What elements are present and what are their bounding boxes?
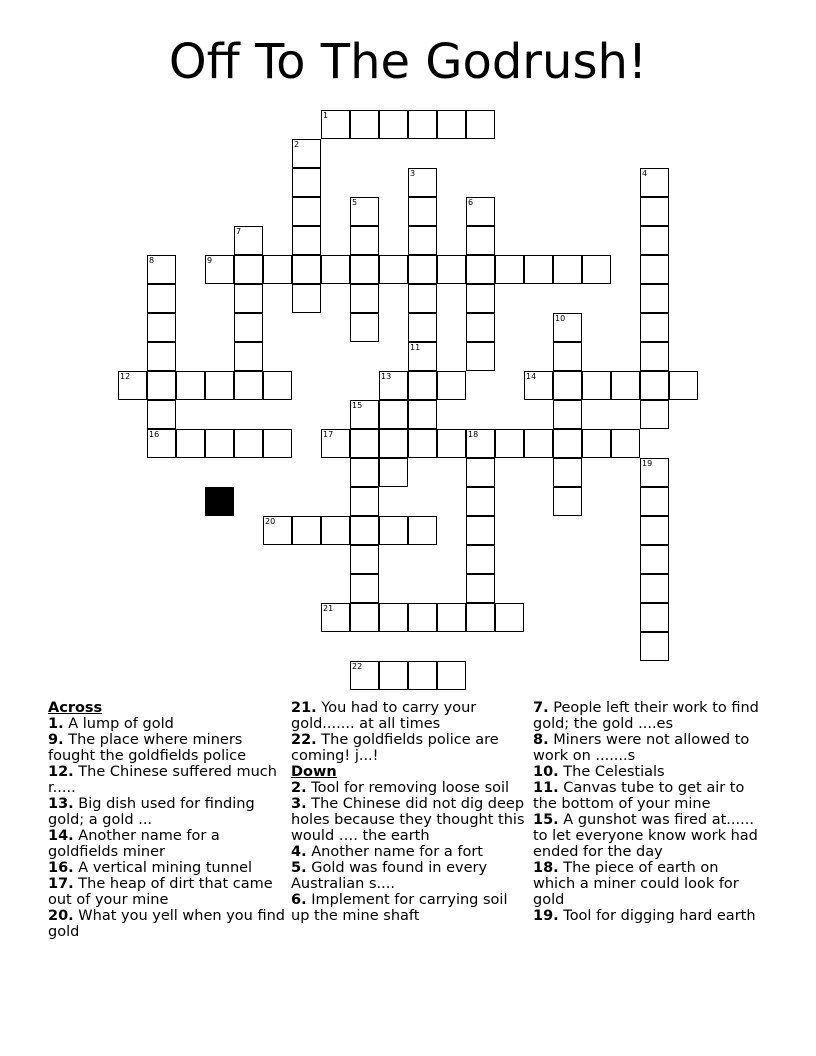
grid-cell[interactable] [321,110,350,139]
clue-text: The Chinese did not dig deep holes because they thought this would …. the earth [291,796,525,844]
grid-cell[interactable] [640,255,669,284]
grid-cell[interactable] [640,632,669,661]
clue-item [48,716,286,732]
grid-cell[interactable] [553,255,582,284]
clue-text: Canvas tube to get air to the bottom of your mine [533,780,745,812]
clue-num: 3. [291,796,307,812]
grid-cell[interactable] [640,574,669,603]
clue-text: A lump of gold [63,716,174,732]
grid-cell[interactable] [263,429,292,458]
grid-cell[interactable] [553,458,582,487]
grid-cell[interactable] [350,284,379,313]
clue-text: The Celestials [558,764,665,780]
grid-cell[interactable] [524,255,553,284]
grid-cell[interactable] [640,168,669,197]
grid-cell[interactable] [379,371,408,400]
grid-cell[interactable] [437,429,466,458]
clue-number: 19 [642,459,653,468]
clue-text: You had to carry your gold....... at all times [291,700,477,732]
clue-number: 22 [352,662,363,671]
clue-num: 19. [533,908,559,924]
clue-column-2 [291,700,526,924]
grid-cell[interactable] [466,458,495,487]
grid-cell[interactable] [350,255,379,284]
clue-text: Gold was found in every Australian s.... [291,860,488,892]
grid-cell[interactable] [582,429,611,458]
clue-num: 8. [533,732,549,748]
clue-item [48,732,286,764]
clue-text: Another name for a goldfields miner [48,828,220,860]
down-heading: Down [291,764,337,780]
grid-cell[interactable] [234,255,263,284]
clue-text: The piece of earth on which a miner could look for gold [533,860,739,908]
clue-number: 9 [207,256,213,265]
clue-text: Miners were not allowed to work on .......s [533,732,750,764]
clue-item [48,876,286,908]
grid-cell[interactable] [147,429,176,458]
clue-num: 22. [291,732,317,748]
grid-cell[interactable] [176,429,205,458]
clue-item [291,844,526,860]
grid-cell[interactable] [350,197,379,226]
grid-cell[interactable] [379,255,408,284]
clue-number: 15 [352,401,363,410]
grid-cell[interactable] [466,516,495,545]
clue-text: A gunshot was fired at...... to let everyone know work had ended for the day [533,812,758,860]
clue-num: 13. [48,796,74,812]
grid-cell[interactable] [350,226,379,255]
grid-cell[interactable] [263,255,292,284]
clue-num: 6. [291,892,307,908]
grid-cell[interactable] [466,545,495,574]
grid-cell[interactable] [234,342,263,371]
clue-text: People left their work to find gold; the gold ....es [533,700,759,732]
clue-num: 16. [48,860,74,876]
grid-cell[interactable] [640,545,669,574]
grid-cell[interactable] [408,516,437,545]
clue-item [533,812,765,860]
grid-cell[interactable] [350,313,379,342]
across-heading: Across [48,700,103,716]
clue-number: 8 [149,256,155,265]
clue-num: 21. [291,700,317,716]
clue-number: 20 [265,517,276,526]
clue-num: 17. [48,876,74,892]
grid-cell[interactable] [292,284,321,313]
clue-item [533,764,765,780]
clue-column-3 [533,700,765,924]
grid-cell[interactable] [466,226,495,255]
grid-cell[interactable] [640,516,669,545]
clue-number: 17 [323,430,334,439]
grid-cell[interactable] [147,255,176,284]
grid-cell[interactable] [640,603,669,632]
clue-text: The place where miners fought the goldfields police [48,732,247,764]
clue-number: 6 [468,198,474,207]
clue-text: The heap of dirt that came out of your mine [48,876,273,908]
grid-cell[interactable] [466,342,495,371]
grid-cell[interactable] [553,313,582,342]
grid-cell[interactable] [379,400,408,429]
clue-text: The Chinese suffered much r..... [48,764,277,796]
clue-num: 10. [533,764,559,780]
clue-item [291,780,526,796]
grid-cell[interactable] [292,139,321,168]
grid-cell[interactable] [640,226,669,255]
grid-cell[interactable] [466,284,495,313]
clue-item [533,700,765,732]
clue-num: 15. [533,812,559,828]
grid-cell[interactable] [350,110,379,139]
clue-item [533,780,765,812]
page-title: Off To The Godrush! [168,34,648,90]
clue-item [291,732,526,764]
grid-cell[interactable] [234,371,263,400]
grid-cell[interactable] [379,110,408,139]
grid-cell[interactable] [495,429,524,458]
black-cell [205,487,234,516]
grid-cell[interactable] [379,458,408,487]
grid-cell[interactable] [234,226,263,255]
grid-cell[interactable] [640,197,669,226]
grid-cell[interactable] [466,313,495,342]
grid-cell[interactable] [582,371,611,400]
grid-cell[interactable] [379,661,408,690]
grid-cell[interactable] [379,516,408,545]
grid-cell[interactable] [408,110,437,139]
clue-item [291,796,526,844]
grid-cell[interactable] [147,371,176,400]
clue-num: 9. [48,732,64,748]
grid-cell[interactable] [640,342,669,371]
grid-cell[interactable] [350,516,379,545]
grid-cell[interactable] [350,400,379,429]
grid-cell[interactable] [292,197,321,226]
grid-cell[interactable] [205,429,234,458]
grid-cell[interactable] [582,255,611,284]
grid-cell[interactable] [553,429,582,458]
clue-number: 21 [323,604,334,613]
grid-cell[interactable] [640,371,669,400]
grid-cell[interactable] [640,458,669,487]
grid-cell[interactable] [640,487,669,516]
grid-cell[interactable] [350,429,379,458]
grid-cell[interactable] [321,516,350,545]
clue-item [291,700,526,732]
grid-cell[interactable] [147,313,176,342]
grid-cell[interactable] [408,226,437,255]
clue-number: 10 [555,314,566,323]
grid-cell[interactable] [234,313,263,342]
grid-cell[interactable] [350,458,379,487]
clue-text: Big dish used for finding gold; a gold ... [48,796,255,828]
grid-cell[interactable] [669,371,698,400]
grid-cell[interactable] [466,110,495,139]
grid-cell[interactable] [437,110,466,139]
grid-cell[interactable] [524,429,553,458]
grid-cell[interactable] [292,516,321,545]
clue-item [291,860,526,892]
grid-cell[interactable] [147,342,176,371]
clue-number: 5 [352,198,358,207]
grid-cell[interactable] [147,400,176,429]
grid-cell[interactable] [408,661,437,690]
clue-num: 18. [533,860,559,876]
clue-number: 2 [294,140,300,149]
clue-number: 13 [381,372,392,381]
grid-cell[interactable] [640,313,669,342]
clue-num: 11. [533,780,559,796]
grid-cell[interactable] [147,284,176,313]
grid-cell[interactable] [553,342,582,371]
clue-item [48,908,286,940]
grid-cell[interactable] [466,603,495,632]
grid-cell[interactable] [379,429,408,458]
grid-cell[interactable] [234,429,263,458]
grid-cell[interactable] [495,603,524,632]
grid-cell[interactable] [292,226,321,255]
grid-cell[interactable] [466,429,495,458]
clue-item [533,860,765,908]
clue-text: What you yell when you find gold [48,908,285,940]
grid-cell[interactable] [408,313,437,342]
clue-item [291,892,526,924]
grid-cell[interactable] [321,429,350,458]
clue-item [48,860,286,876]
grid-cell[interactable] [553,400,582,429]
grid-cell[interactable] [553,371,582,400]
clue-text: Tool for digging hard earth [558,908,756,924]
clue-num: 12. [48,764,74,780]
grid-cell[interactable] [408,284,437,313]
grid-cell[interactable] [408,168,437,197]
grid-cell[interactable] [379,603,408,632]
clue-text: A vertical mining tunnel [73,860,253,876]
clue-number: 11 [410,343,421,352]
clue-num: 5. [291,860,307,876]
grid-cell[interactable] [408,400,437,429]
grid-cell[interactable] [408,342,437,371]
grid-cell[interactable] [466,574,495,603]
grid-cell[interactable] [553,487,582,516]
grid-cell[interactable] [118,371,147,400]
grid-cell[interactable] [408,197,437,226]
grid-cell[interactable] [205,255,234,284]
clue-column-1 [48,700,286,940]
clue-item [48,796,286,828]
clue-number: 3 [410,169,416,178]
clue-num: 20. [48,908,74,924]
clue-num: 7. [533,700,549,716]
clue-num: 1. [48,716,64,732]
clue-item [533,908,765,924]
grid-cell[interactable] [205,371,234,400]
clue-text: Tool for removing loose soil [306,780,510,796]
grid-cell[interactable] [350,661,379,690]
grid-cell[interactable] [350,574,379,603]
clue-item [48,764,286,796]
grid-cell[interactable] [495,255,524,284]
grid-cell[interactable] [350,603,379,632]
grid-cell[interactable] [263,516,292,545]
clue-number: 14 [526,372,537,381]
clue-item [533,732,765,764]
grid-cell[interactable] [176,371,205,400]
clue-num: 2. [291,780,307,796]
grid-cell[interactable] [640,400,669,429]
grid-cell[interactable] [611,371,640,400]
grid-cell[interactable] [321,603,350,632]
grid-cell[interactable] [263,371,292,400]
grid-cell[interactable] [408,603,437,632]
grid-cell[interactable] [350,487,379,516]
grid-cell[interactable] [292,168,321,197]
clue-num: 14. [48,828,74,844]
grid-cell[interactable] [466,197,495,226]
clue-number: 16 [149,430,160,439]
grid-cell[interactable] [408,255,437,284]
grid-cell[interactable] [466,487,495,516]
clue-text: The goldfields police are coming! j...! [291,732,499,764]
grid-cell[interactable] [524,371,553,400]
grid-cell[interactable] [234,284,263,313]
grid-cell[interactable] [640,284,669,313]
grid-cell[interactable] [466,255,495,284]
grid-cell[interactable] [408,429,437,458]
grid-cell[interactable] [611,429,640,458]
clue-number: 7 [236,227,242,236]
clue-text: Implement for carrying soil up the mine shaft [291,892,508,924]
grid-cell[interactable] [292,255,321,284]
grid-cell[interactable] [437,371,466,400]
grid-cell[interactable] [408,371,437,400]
grid-cell[interactable] [321,255,350,284]
clue-number: 4 [642,169,648,178]
grid-cell[interactable] [437,255,466,284]
clue-num: 4. [291,844,307,860]
clue-item [48,828,286,860]
grid-cell[interactable] [350,545,379,574]
clue-text: Another name for a fort [306,844,483,860]
clue-number: 12 [120,372,131,381]
clue-number: 18 [468,430,479,439]
grid-cell[interactable] [437,603,466,632]
clue-number: 1 [323,111,329,120]
grid-cell[interactable] [437,661,466,690]
